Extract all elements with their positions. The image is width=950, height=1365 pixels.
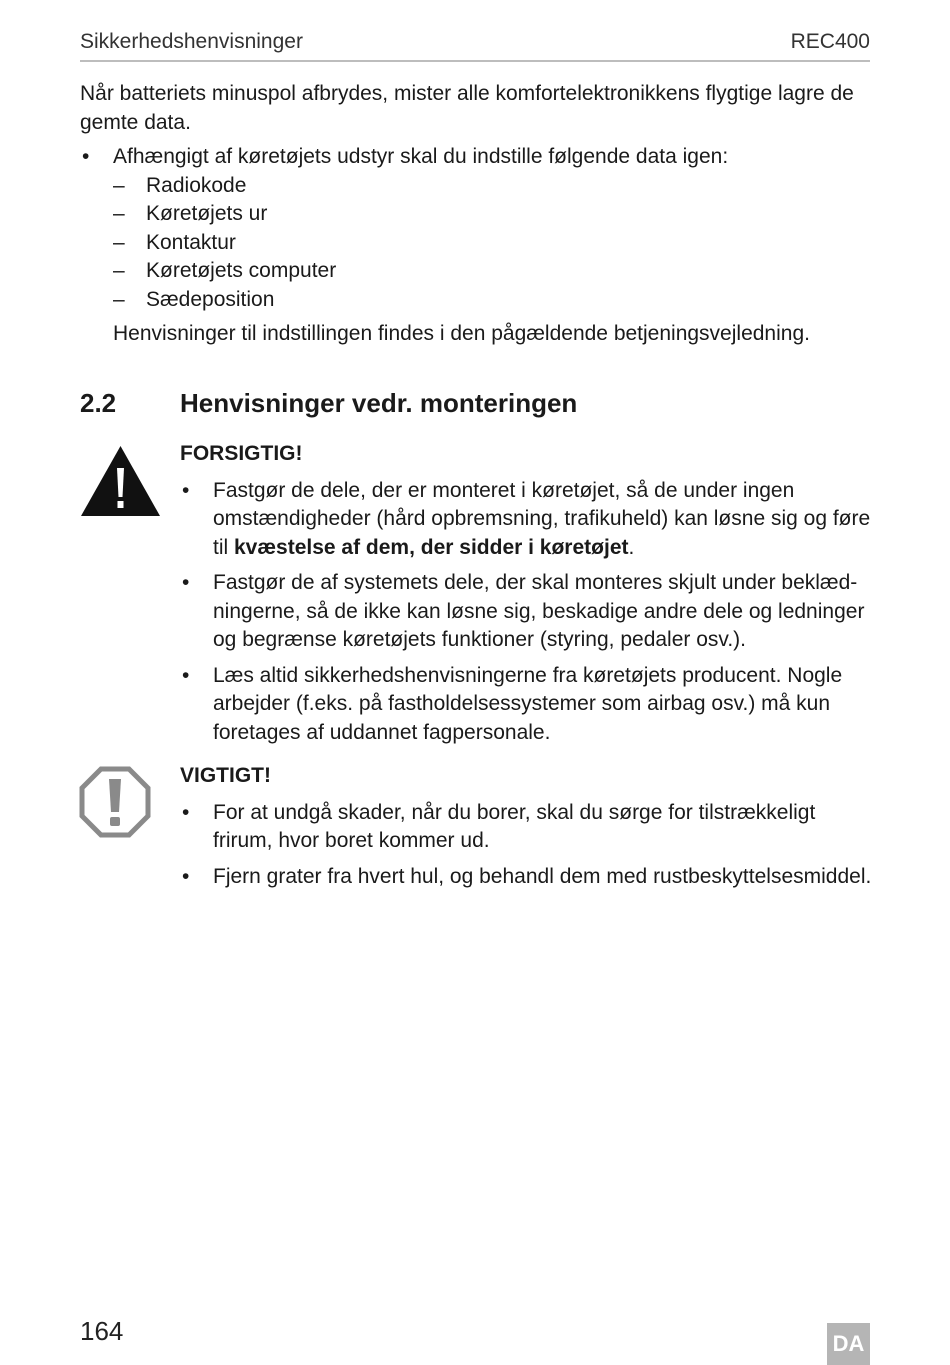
reset-data-bullet xyxy=(80,143,880,314)
important-label: VIGTIGT! xyxy=(180,764,271,787)
reset-note: Henvisninger til indstillingen findes i den pågældende betjeningsvejledning. xyxy=(113,322,810,345)
octagon-exclamation-icon xyxy=(79,766,151,838)
list-item: – Køretøjets computer xyxy=(113,259,337,282)
list-item: • Fjern grater fra hvert hul, og behandl dem med rustbeskyttelsesmiddel. xyxy=(180,863,880,892)
bullet-icon: • xyxy=(182,864,190,888)
list-item: • Læs altid sikkerhedshenvisningerne fra køretøjets producent. Nogle arbejder (f.eks. på fastholdelsessystemer som airbag osv.) må kun foretages af uddannet fagpersonale. xyxy=(182,663,843,744)
list-item: • For at undgå skader, når du borer, skal du sørge for tilstrækkeligt frirum, hvor boret kommer ud. xyxy=(182,800,816,852)
caution-callout xyxy=(180,440,880,754)
bullet-text: Afhængigt af køretøjets udstyr skal du indstille følgende data igen: xyxy=(113,145,729,168)
intro-paragraph: Når batteriets minuspol afbrydes, mister alle komfortelektronikkens flygtige lagre de gemte data. xyxy=(80,82,854,134)
header-section-title: Sikkerhedshenvisninger xyxy=(80,30,303,53)
list-item: • Fastgør de af systemets dele, der skal monteres skjult under beklædningerne, så de ikke kan løsne sig, beskadige andre dele og ledninger og begrænse køretøjets funktioner (styring, pedaler osv.). xyxy=(182,571,865,651)
emphasis-text: kvæstelse af dem, der sidder i køretøjet xyxy=(234,535,629,559)
bullet-icon: • xyxy=(182,571,190,594)
bullet-icon: • xyxy=(182,663,190,687)
list-item: – Sædeposition xyxy=(113,287,275,311)
caution-label: FORSIGTIG! xyxy=(180,442,303,465)
page-header xyxy=(80,28,870,62)
section-number: 2.2 xyxy=(80,388,117,418)
header-model: REC400 xyxy=(790,30,870,53)
list-item: – Radiokode xyxy=(113,173,247,197)
list-item xyxy=(80,143,880,172)
list-item: • Fastgør de dele, der er monteret i køretøjet, så de under ingen omstændigheder (hård opbremsning, trafikuheld) kan løsne sig og føre til kvæstelse af dem, der sidder i køretøjet. xyxy=(182,478,871,559)
bullet-icon: • xyxy=(82,145,90,168)
list-item: – Kontaktur xyxy=(113,230,236,254)
page-number: 164 xyxy=(80,1316,124,1346)
list-item: – Køretøjets ur xyxy=(113,202,268,225)
section-title: Henvisninger vedr. monteringen xyxy=(180,388,578,418)
language-badge: DA xyxy=(827,1323,870,1365)
reset-data-list xyxy=(80,172,880,315)
bullet-icon: • xyxy=(182,800,190,824)
bullet-icon: • xyxy=(182,478,190,502)
important-callout xyxy=(180,762,880,898)
warning-triangle-icon xyxy=(80,445,161,517)
